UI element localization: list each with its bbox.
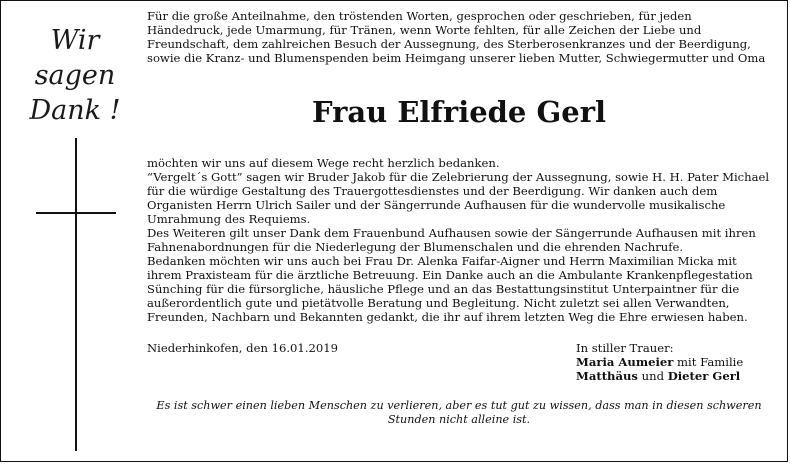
- body-paragraph: Des Weiteren gilt unser Dank dem Frauenbund Aufhausen sowie der Sängerrunde Aufhausen mit ihren Fahnenabordnungen für die Niederlegung der Blumenschalen und die ehrenden Nachrufe.: [147, 226, 756, 254]
- cross-icon-horizontal: [36, 212, 116, 214]
- body-paragraph: möchten wir uns auf diesem Wege recht herzlich bedanken.: [147, 156, 500, 170]
- heading-line-2: sagen: [34, 60, 116, 91]
- cross-icon-vertical: [75, 138, 77, 451]
- signers-intro: In stiller Trauer:: [576, 341, 674, 355]
- thank-you-heading: [21, 23, 129, 128]
- signers-block: [576, 341, 786, 383]
- left-column: [1, 1, 141, 461]
- signer-suffix-1: mit Familie: [673, 355, 744, 369]
- body-paragraph: “Vergelt´s Gott” sagen wir Bruder Jakob für die Zelebrierung der Aussegnung, sowie H. H. Pater Michael für die würdige Gestaltung des Trauergottesdienstes und der Beerdigung. Wir danken auch dem Organisten Herrn Ulrich Sailer und der Sängerrunde Aufhausen für die wundervolle musikalische Umrahmung des Requiems.: [147, 170, 770, 226]
- signer-name-3: Dieter Gerl: [667, 369, 741, 383]
- closing-quote: Es ist schwer einen lieben Menschen zu verlieren, aber es tut gut zu wissen, dass man in diesen schweren Stunden nicht alleine ist.: [156, 399, 762, 426]
- signer-name-1: Maria Aumeier: [576, 355, 674, 369]
- signer-line-1: [576, 355, 786, 369]
- heading-line-1: Wir: [50, 25, 100, 56]
- body-text: [147, 156, 771, 324]
- body-paragraph: Bedanken möchten wir uns auch bei Frau Dr. Alenka Faifar-Aigner und Herrn Maximilian Micka mit ihrem Praxisteam für die ärztliche Betreuung. Ein Danke auch an die Ambulante Krankenpflegestation Sünching für die fürsorgliche, häusliche Pflege und an das Bestattungsinstitut Unterpaintner für die außerordentlich gute und pietätvolle Beratung und Begleitung. Nicht zuletzt sei allen Verwandten, Freunden, Nachbarn und Bekannten gedankt, die ihr auf ihrem letzten Weg die Ehre erwiesen haben.: [147, 254, 753, 324]
- deceased-name: Frau Elfriede Gerl: [311, 95, 606, 129]
- place-date: Niederhinkofen, den 16.01.2019: [147, 341, 338, 355]
- intro-paragraph: Für die große Anteilnahme, den tröstenden Worten, gesprochen oder geschrieben, für jeden Händedruck, jede Umarmung, für Tränen, wenn Worte fehlten, für alle Zeichen der Liebe und Freundschaft, dem zahlreichen Besuch der Aussegnung, des Sterberosenkranzes und der Beerdigung, sowie die Kranz- und Blumenspenden beim Heimgang unserer lieben Mutter, Schwiegermutter und Oma: [147, 9, 766, 65]
- heading-line-3: Dank !: [29, 95, 121, 126]
- signer-line-2: [576, 369, 786, 383]
- signer-name-2: Matthäus: [576, 369, 638, 383]
- signer-connector: und: [637, 369, 668, 383]
